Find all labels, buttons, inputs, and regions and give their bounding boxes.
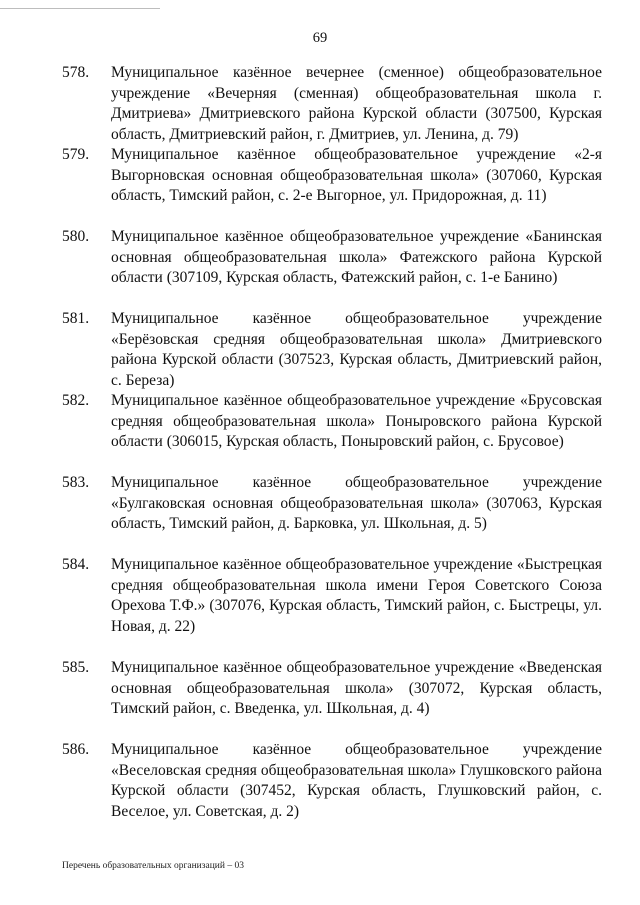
entry-list [62,63,602,822]
entry-text: Муниципальное казённое общеобразовательное учреждение «Берёзовская средняя общеобразовательная школа» Дмитриевского района Курской области (307523, Курская область, Дмитриевский район, с. Береза) [111,310,602,389]
entry-text: Муниципальное казённое общеобразовательное учреждение «Брусовская средняя общеобразовательная школа» Поныровского района Курской области (306015, Курская область, Поныровский район, с. Брусовое) [111,392,602,450]
list-item [62,227,602,309]
list-item [62,740,602,822]
entry-number: 582. [62,392,90,409]
entry-text: Муниципальное казённое общеобразовательное учреждение «Банинская основная общеобразовательная школа» Фатежского района Курской области (307109, Курская область, Фатежский район, с. 1-е Банино) [111,228,602,286]
entry-text: Муниципальное казённое общеобразовательное учреждение «Булгаковская основная общеобразовательная школа» (307063, Курская область, Тимский район, д. Барковка, ул. Школьная, д. 5) [111,474,602,532]
list-item [62,63,602,145]
page-number: 69 [312,30,328,46]
top-rule [0,8,160,9]
list-item [62,555,602,658]
list-item [62,309,602,391]
entry-number: 581. [62,310,90,327]
list-item [62,391,602,473]
list-item [62,658,602,740]
footer-note: Перечень образовательных организаций – 03 [62,861,244,871]
list-item [62,145,602,227]
entry-text: Муниципальное казённое вечернее (сменное) общеобразовательное учреждение «Вечерняя (сменная) общеобразовательная школа г. Дмитриева» Дмитриевского района Курской области (307500, Курская область, Дмитриевский район, г. Дмитриев, ул. Ленина, д. 79) [111,64,602,143]
entry-number: 586. [62,741,90,758]
entry-number: 579. [62,146,90,163]
entry-text: Муниципальное казённое общеобразовательное учреждение «Быстрецкая средняя общеобразовательная школа имени Героя Советского Союза Орехова Т.Ф.» (307076, Курская область, Тимский район, с. Быстрецы, ул. Новая, д. 22) [111,556,602,635]
entry-number: 585. [62,659,90,676]
entry-number: 584. [62,556,90,573]
entry-text: Муниципальное казённое общеобразовательное учреждение «Веселовская средняя общеобразовательная школа» Глушковского района Курской области (307452, Курская область, Глушковский район, с. Веселое, ул. Советская, д. 2) [111,741,602,820]
entry-number: 580. [62,228,90,245]
entry-number: 578. [62,64,90,81]
entry-number: 583. [62,474,90,491]
entry-text: Муниципальное казённое общеобразовательное учреждение «2-я Выгорновская основная общеобразовательная школа» (307060, Курская область, Тимский район, с. 2-е Выгорное, ул. Придорожная, д. 11) [111,146,602,204]
entry-text: Муниципальное казённое общеобразовательное учреждение «Введенская основная общеобразовательная школа» (307072, Курская область, Тимский район, с. Введенка, ул. Школьная, д. 4) [111,659,602,717]
list-item [62,473,602,555]
